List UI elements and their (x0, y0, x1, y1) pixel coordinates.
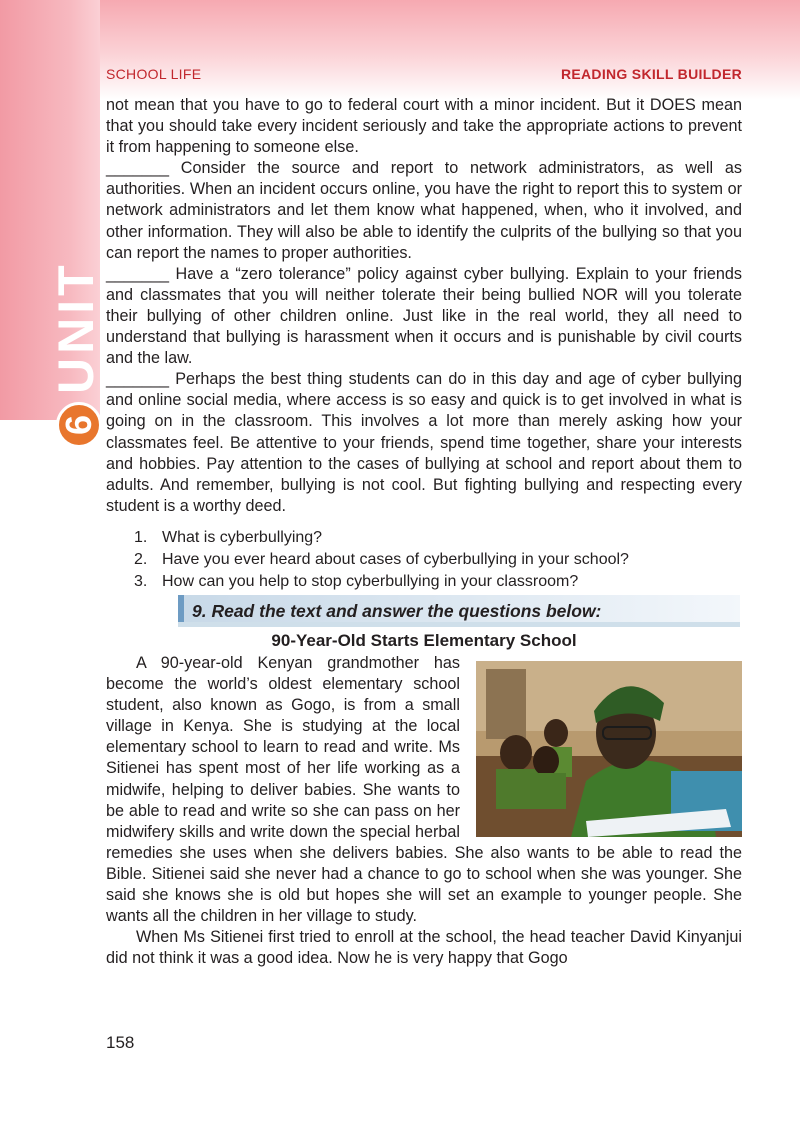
question-item (134, 527, 744, 549)
page-header-title: READING SKILL BUILDER (560, 66, 742, 82)
header-band (0, 0, 800, 100)
question-item (134, 549, 744, 571)
body-paragraph: _______ Consider the source and report to network administrators, as well as authorities. When an incident occurs online, you have the right to report this to system or network administrators and let them know what happened, when, who it involved, and other information. They will also be able to identify the culprits of the bullying so that you can report the names to proper authorities. (106, 159, 742, 262)
question-text: What is cyberbullying? (162, 529, 323, 546)
grandmother-photo (476, 661, 742, 837)
body-paragraph: not mean that you have to go to federal court with a minor incident. But it DOES mean that you should take every incident seriously and take the appropriate actions to prevent it from happening to someone else. (106, 96, 742, 157)
article-paragraph: A 90-year-old Kenyan grandmother has become the world’s oldest elementary school student, also known as Gogo, is from a small village in Kenya. She is studying at the local elementary school to learn to read and write. Ms Sitienei has spent most of her life working as a midwife, helping to deliver babies. She wants to be able to read and write so she can pass on her midwifery skills and write down the special herbal remedies she uses when she delivers babies. She also wants to be able to read the Bible. Sitienei said she never had a chance to go to school when she was younger. She said she knows she is old but hopes she will set an example to younger people. She wants all the children in her village to study. (106, 654, 742, 926)
question-text: Have you ever heard about cases of cyberbullying in your school? (162, 551, 629, 568)
task-banner-underline (178, 622, 740, 627)
question-item (134, 571, 744, 593)
section-label: SCHOOL LIFE (106, 66, 202, 82)
body-text (106, 95, 742, 517)
body-paragraph: _______ Have a “zero tolerance” policy against cyber bullying. Explain to your friends and classmates that you will neither tolerate their being bullied NOR will you tolerate their bullying of other children online. Just like in the real world, they all need to understand that bullying is harassment when it occurs and is punishable by civil courts and the law. (106, 264, 742, 368)
article-paragraph: When Ms Sitienei first tried to enroll at the school, the head teacher David Kinyanjui did not think it was a good idea. Now he is very happy that Gogo (106, 928, 742, 968)
question-number: 3. (134, 573, 148, 590)
article-body (106, 653, 742, 969)
question-number: 1. (134, 529, 148, 546)
page-number: 158 (106, 1033, 135, 1052)
question-text: How can you help to stop cyberbullying in your classroom? (162, 573, 579, 590)
body-paragraph: _______ Perhaps the best thing students can do in this day and age of cyber bullying and online social media, where access is so easy and quick is to get involved in what is going on in the classroom. This involves a lot more than merely asking how your classmates feel. Be attentive to your friends, spend time together, share your interests and hobbies. Pay attention to the cases of bullying at school and report about them to adults. And remember, bullying is not cool. But fighting bullying and respecting every student is a worthy deed. (106, 370, 742, 515)
question-list (134, 527, 744, 593)
unit-number-badge: 6 (56, 402, 102, 448)
article-title: 90-Year-Old Starts Elementary School (271, 631, 577, 650)
question-number: 2. (134, 551, 148, 568)
unit-label: UNIT (48, 261, 104, 395)
task-title: 9. Read the text and answer the questions below: (192, 601, 602, 621)
